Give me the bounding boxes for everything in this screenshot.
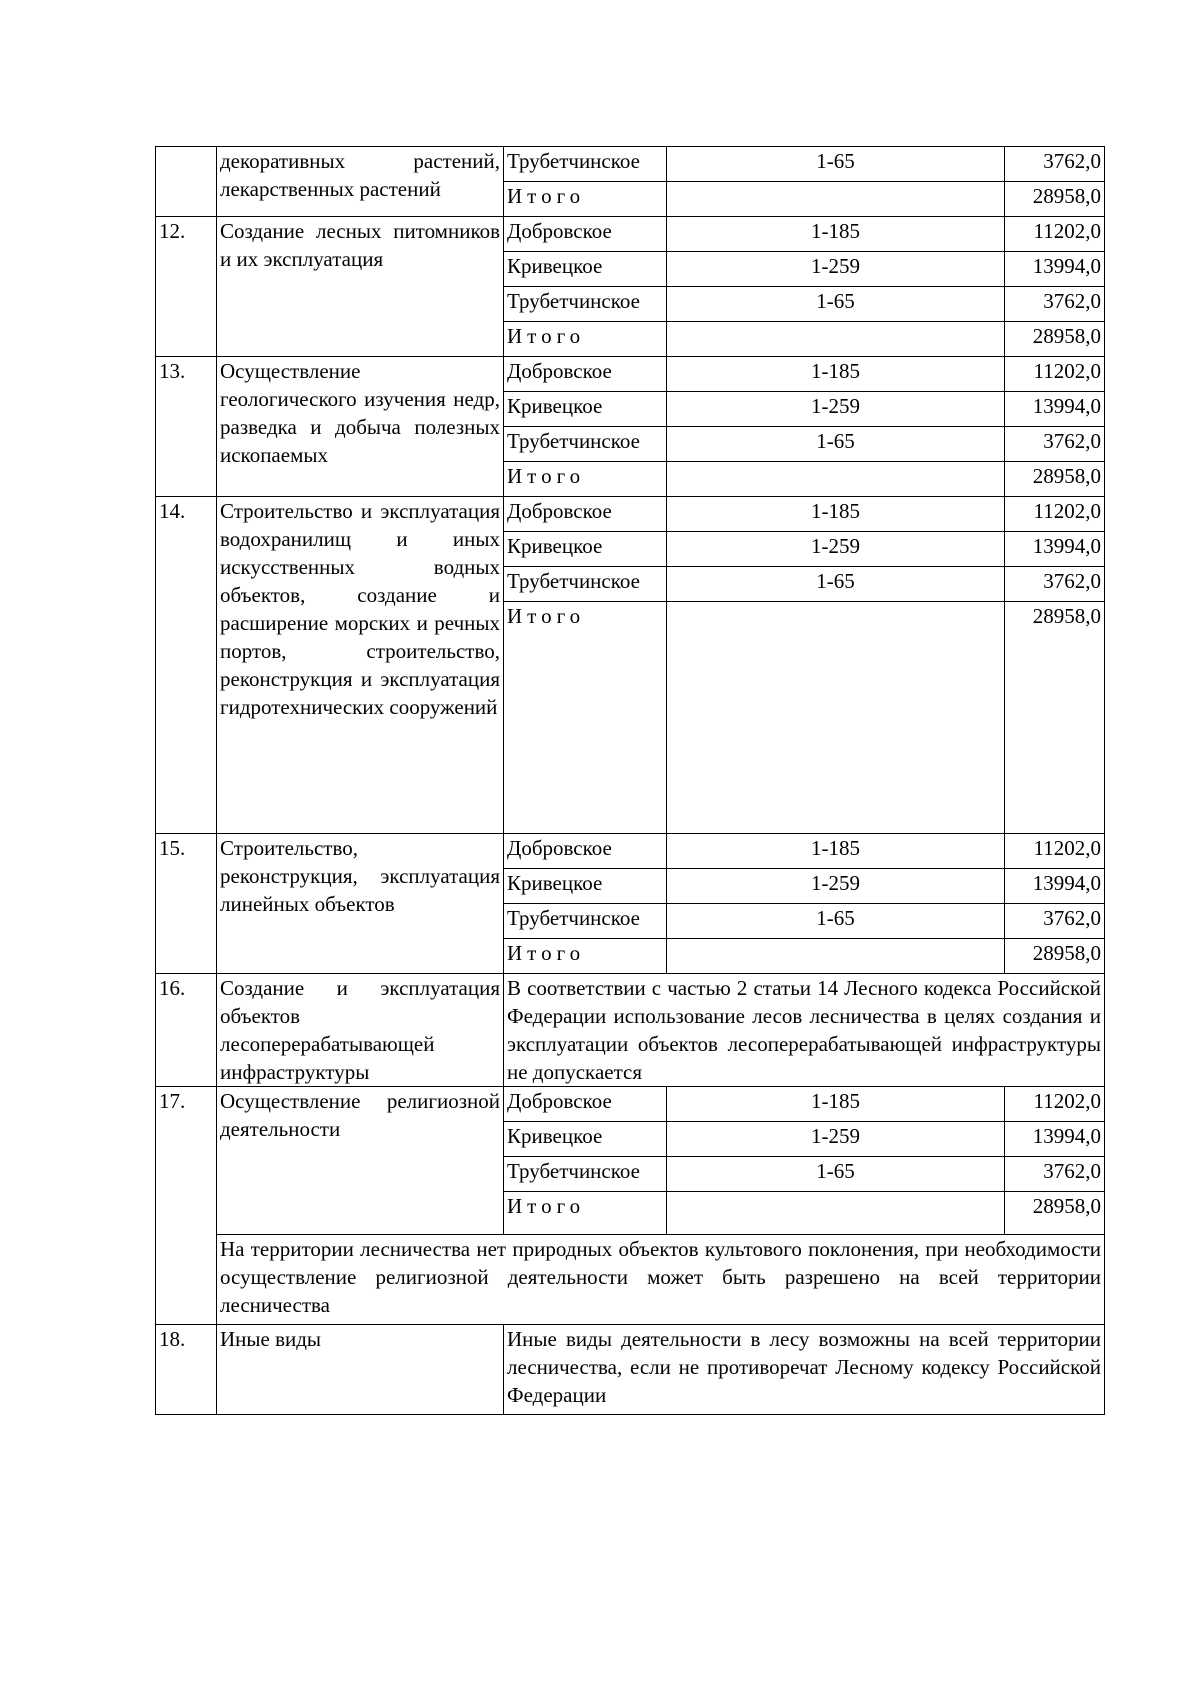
row-number: 16. <box>156 974 217 1087</box>
forestry-name: Добровское <box>504 217 667 252</box>
quarters: 1-259 <box>667 392 1005 427</box>
area: 13994,0 <box>1005 252 1105 287</box>
area: 11202,0 <box>1005 1087 1105 1122</box>
area: 11202,0 <box>1005 357 1105 392</box>
row-number: 17. <box>156 1087 217 1325</box>
forestry-name: Добровское <box>504 834 667 869</box>
area: 13994,0 <box>1005 1122 1105 1157</box>
area: 3762,0 <box>1005 287 1105 322</box>
forestry-name: Кривецкое <box>504 392 667 427</box>
area: 11202,0 <box>1005 217 1105 252</box>
quarters: 1-185 <box>667 217 1005 252</box>
quarters <box>667 602 1005 834</box>
forestry-name: Добровское <box>504 1087 667 1122</box>
quarters: 1-65 <box>667 147 1005 182</box>
table-row <box>156 834 1105 869</box>
quarters: 1-65 <box>667 287 1005 322</box>
total-label: Итого <box>504 602 667 834</box>
note-cell: Иные виды деятельности в лесу возможны на всей территории лесничества, если не противоречат Лесному кодексу Российской Федерации <box>504 1325 1105 1415</box>
forestry-name: Добровское <box>504 497 667 532</box>
quarters <box>667 322 1005 357</box>
quarters: 1-259 <box>667 252 1005 287</box>
activity-cell: Создание лесных питомников и их эксплуатация <box>217 217 504 357</box>
activity-cell: Осуществление геологического изучения недр, разведка и добыча полезных ископаемых <box>217 357 504 497</box>
forestry-name: Трубетчинское <box>504 1157 667 1192</box>
row-number: 14. <box>156 497 217 834</box>
quarters: 1-259 <box>667 1122 1005 1157</box>
table-row <box>156 217 1105 252</box>
activity-cell: Создание и эксплуатация объектов лесоперерабатывающей инфраструктуры <box>217 974 504 1087</box>
forestry-name: Кривецкое <box>504 1122 667 1157</box>
activity-cell: Иные виды <box>217 1325 504 1415</box>
total-area: 28958,0 <box>1005 602 1105 834</box>
total-area: 28958,0 <box>1005 1192 1105 1235</box>
table-row <box>156 1087 1105 1122</box>
table-row <box>156 974 1105 1087</box>
total-label: Итого <box>504 462 667 497</box>
total-area: 28958,0 <box>1005 462 1105 497</box>
table-row <box>156 1235 1105 1325</box>
total-label: Итого <box>504 322 667 357</box>
total-label: Итого <box>504 1192 667 1235</box>
area: 3762,0 <box>1005 427 1105 462</box>
forestry-name: Кривецкое <box>504 532 667 567</box>
quarters <box>667 939 1005 974</box>
quarters: 1-259 <box>667 532 1005 567</box>
forest-use-table <box>155 146 1105 1415</box>
forestry-name: Трубетчинское <box>504 567 667 602</box>
quarters: 1-259 <box>667 869 1005 904</box>
activity-cell: Осуществление религиозной деятельности <box>217 1087 504 1235</box>
row-number: 13. <box>156 357 217 497</box>
activity-cell: Строительство, реконструкция, эксплуатация линейных объектов <box>217 834 504 974</box>
row-number-cell <box>156 147 217 217</box>
total-area: 28958,0 <box>1005 322 1105 357</box>
quarters: 1-65 <box>667 427 1005 462</box>
forestry-name: Кривецкое <box>504 252 667 287</box>
forestry-name: Трубетчинское <box>504 147 667 182</box>
quarters <box>667 182 1005 217</box>
area: 3762,0 <box>1005 904 1105 939</box>
quarters: 1-185 <box>667 497 1005 532</box>
row-number: 18. <box>156 1325 217 1415</box>
quarters: 1-65 <box>667 567 1005 602</box>
quarters: 1-65 <box>667 1157 1005 1192</box>
table-row <box>156 357 1105 392</box>
forestry-name: Добровское <box>504 357 667 392</box>
total-label: Итого <box>504 182 667 217</box>
activity-cell: декоративных растений, лекарственных растений <box>217 147 504 217</box>
row-number: 12. <box>156 217 217 357</box>
note-cell: На территории лесничества нет природных объектов культового поклонения, при необходимости осуществление религиозной деятельности может быть разрешено на всей территории лесничества <box>217 1235 1105 1325</box>
total-area: 28958,0 <box>1005 939 1105 974</box>
note-cell: В соответствии с частью 2 статьи 14 Лесного кодекса Российской Федерации использование лесов лесничества в целях создания и эксплуатации объектов лесоперерабатывающей инфраструктуры не допускается <box>504 974 1105 1087</box>
table-row <box>156 147 1105 182</box>
row-number: 15. <box>156 834 217 974</box>
forestry-name: Кривецкое <box>504 869 667 904</box>
quarters <box>667 462 1005 497</box>
quarters <box>667 1192 1005 1235</box>
table-row <box>156 1325 1105 1415</box>
forestry-name: Трубетчинское <box>504 287 667 322</box>
forestry-name: Трубетчинское <box>504 427 667 462</box>
total-area: 28958,0 <box>1005 182 1105 217</box>
quarters: 1-185 <box>667 357 1005 392</box>
area: 11202,0 <box>1005 834 1105 869</box>
area: 13994,0 <box>1005 532 1105 567</box>
area: 13994,0 <box>1005 869 1105 904</box>
table-row <box>156 497 1105 532</box>
quarters: 1-185 <box>667 834 1005 869</box>
area: 3762,0 <box>1005 1157 1105 1192</box>
forestry-name: Трубетчинское <box>504 904 667 939</box>
area: 3762,0 <box>1005 147 1105 182</box>
quarters: 1-65 <box>667 904 1005 939</box>
area: 13994,0 <box>1005 392 1105 427</box>
area: 11202,0 <box>1005 497 1105 532</box>
activity-cell: Строительство и эксплуатация водохранилищ и иных искусственных водных объектов, создание и расширение морских и речных портов, строительство, реконструкция и эксплуатация гидротехнических сооружений <box>217 497 504 834</box>
quarters: 1-185 <box>667 1087 1005 1122</box>
area: 3762,0 <box>1005 567 1105 602</box>
total-label: Итого <box>504 939 667 974</box>
